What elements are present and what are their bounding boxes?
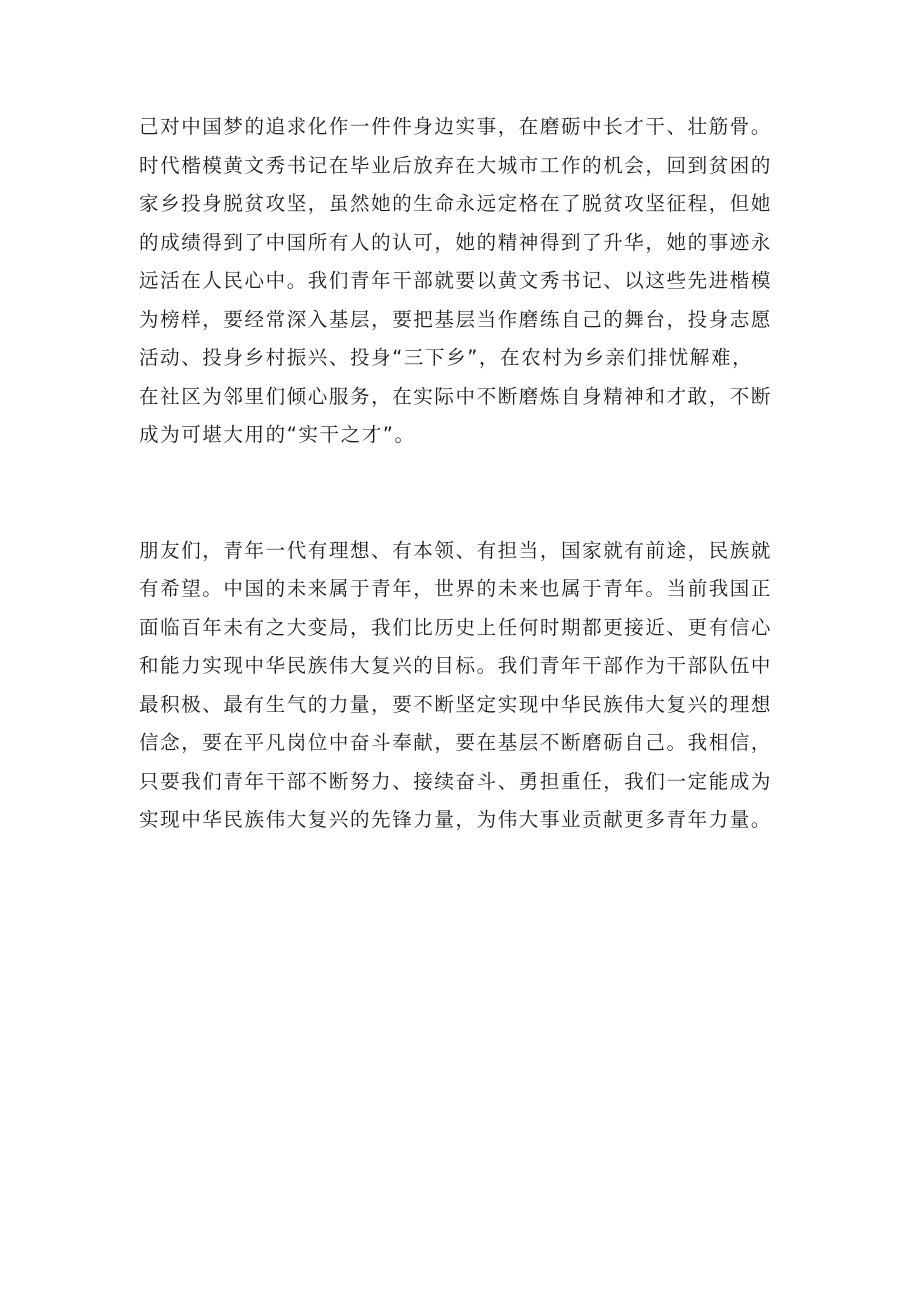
- text-line: 成为可堪大用的“实干之才”。: [139, 423, 416, 446]
- paragraph-spacer: [139, 455, 799, 532]
- text-line: 最积极、最有生气的力量，要不断坚定实现中华民族伟大复兴的理想: [139, 692, 773, 716]
- text-line: 为榜样，要经常深入基层，要把基层当作磨练自己的舞台，投身志愿: [139, 307, 773, 331]
- text-line: 信念，要在平凡岗位中奋斗奉献，要在基层不断磨砺自己。我相信，: [139, 731, 773, 754]
- text-line: 时代楷模黄文秀书记在毕业后放弃在大城市工作的机会，回到贫困的: [139, 153, 773, 177]
- text-line: 的成绩得到了中国所有人的认可，她的精神得到了升华，她的事迹永: [139, 230, 773, 254]
- paragraph-1: [139, 108, 799, 455]
- text-line: 在社区为邻里们倾心服务，在实际中不断磨炼自身精神和才敢，不断: [139, 384, 773, 408]
- text-line: 家乡投身脱贫攻坚，虽然她的生命永远定格在了脱贫攻坚征程，但她: [139, 192, 773, 215]
- text-line: 朋友们，青年一代有理想、有本领、有担当，国家就有前途，民族就: [139, 538, 773, 562]
- document-body: [139, 108, 799, 840]
- text-line: 只要我们青年干部不断努力、接续奋斗、勇担重任，我们一定能成为: [139, 769, 773, 793]
- text-line: 有希望。中国的未来属于青年，世界的未来也属于青年。当前我国正: [139, 577, 773, 600]
- text-line: 活动、投身乡村振兴、投身“三下乡”，在农村为乡亲们排忧解难，: [139, 346, 754, 369]
- text-line: 面临百年未有之大变局，我们比历史上任何时期都更接近、更有信心: [139, 615, 773, 639]
- paragraph-2: [139, 532, 799, 840]
- text-line: 和能力实现中华民族伟大复兴的目标。我们青年干部作为干部队伍中: [139, 654, 773, 677]
- text-line: 实现中华民族伟大复兴的先锋力量，为伟大事业贡献更多青年力量。: [139, 808, 773, 831]
- text-line: 己对中国梦的追求化作一件件身边实事，在磨砺中长才干、壮筋骨。: [139, 115, 773, 138]
- text-line: 远活在人民心中。我们青年干部就要以黄文秀书记、以这些先进楷模: [139, 269, 773, 292]
